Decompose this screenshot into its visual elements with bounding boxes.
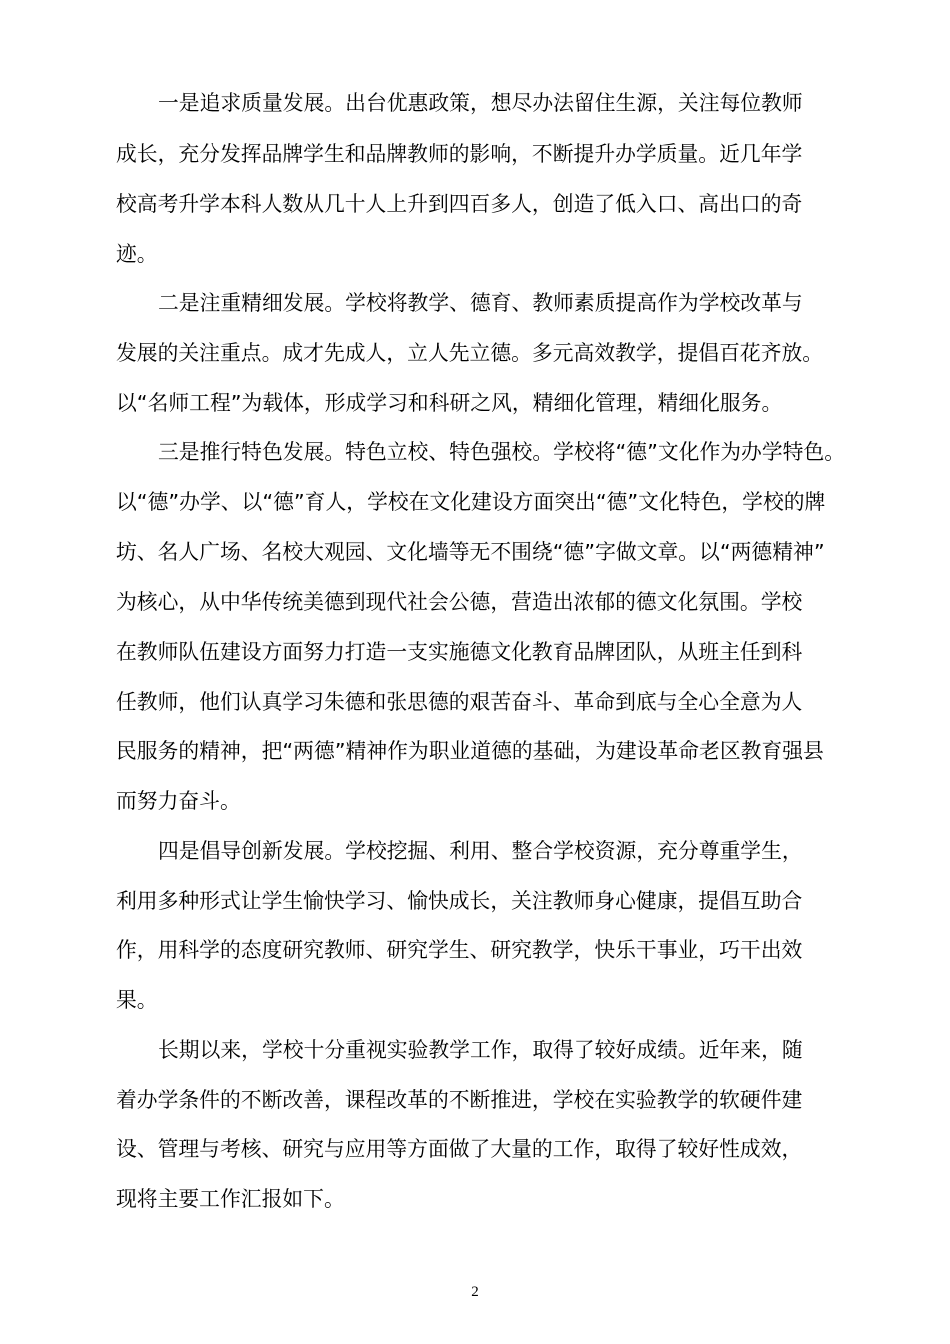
text-line: 作，用科学的态度研究教师、研究学生、研究教学，快乐干事业，巧干出效 xyxy=(116,938,803,962)
text-line: 现将主要工作汇报如下。 xyxy=(116,1187,345,1211)
text-line: 利用多种形式让学生愉快学习、愉快成长，关注教师身心健康，提倡互助合 xyxy=(116,889,803,913)
text-line: 三是推行特色发展。特色立校、特色强校。学校将“德”文化作为办学特色。 xyxy=(158,440,846,464)
text-line: 以“德”办学、以“德”育人，学校在文化建设方面突出“德”文化特色，学校的牌 xyxy=(116,490,826,514)
page-number: 2 xyxy=(471,1284,479,1300)
text-line: 民服务的精神，把“两德”精神作为职业道德的基础，为建设革命老区教育强县 xyxy=(116,739,824,763)
text-line: 长期以来，学校十分重视实验教学工作，取得了较好成绩。近年来，随 xyxy=(158,1038,803,1062)
text-line: 成长，充分发挥品牌学生和品牌教师的影响，不断提升办学质量。近几年学 xyxy=(116,142,803,166)
text-line: 着办学条件的不断改善，课程改革的不断推进，学校在实验教学的软硬件建 xyxy=(116,1088,803,1112)
text-line: 校高考升学本科人数从几十人上升到四百多人，创造了低入口、高出口的奇 xyxy=(116,192,803,216)
text-line: 二是注重精细发展。学校将教学、德育、教师素质提高作为学校改革与 xyxy=(158,291,803,315)
text-line: 四是倡导创新发展。学校挖掘、利用、整合学校资源，充分尊重学生， xyxy=(158,839,803,863)
text-line: 坊、名人广场、名校大观园、文化墙等无不围绕“德”字做文章。以“两德精神” xyxy=(116,540,825,564)
text-line: 任教师，他们认真学习朱德和张思德的艰苦奋斗、革命到底与全心全意为人 xyxy=(116,690,803,714)
text-line: 设、管理与考核、研究与应用等方面做了大量的工作，取得了较好性成效， xyxy=(116,1137,803,1161)
text-line: 一是追求质量发展。出台优惠政策，想尽办法留住生源，关注每位教师 xyxy=(158,91,803,115)
text-line: 而努力奋斗。 xyxy=(116,789,241,813)
text-line: 迹。 xyxy=(116,242,158,266)
text-line: 为核心，从中华传统美德到现代社会公德，营造出浓郁的德文化氛围。学校 xyxy=(116,590,803,614)
text-line: 发展的关注重点。成才先成人，立人先立德。多元高效教学，提倡百花齐放。 xyxy=(116,341,824,365)
text-line: 果。 xyxy=(116,988,158,1012)
text-line: 以“名师工程”为载体，形成学习和科研之风，精细化管理，精细化服务。 xyxy=(116,391,783,415)
text-line: 在教师队伍建设方面努力打造一支实施德文化教育品牌团队，从班主任到科 xyxy=(116,640,803,664)
